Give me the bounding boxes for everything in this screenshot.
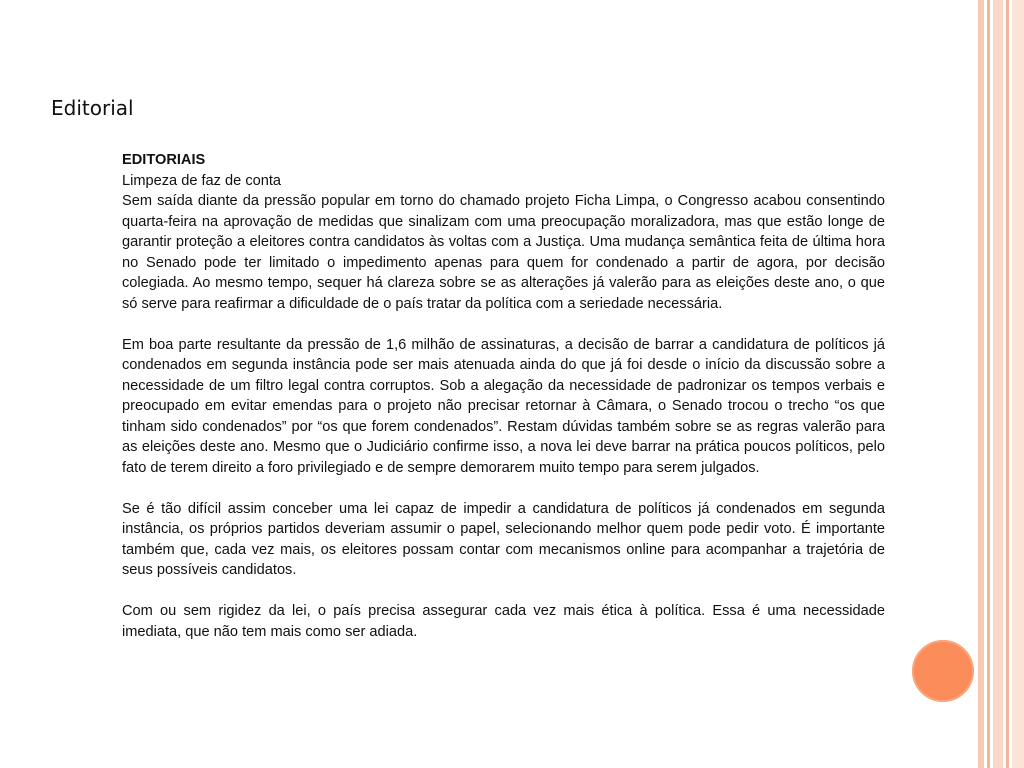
decorative-stripe [1006, 0, 1009, 768]
slide-title: Editorial [51, 96, 134, 120]
article-paragraph: Em boa parte resultante da pressão de 1,6 milhão de assinaturas, a decisão de barrar a candidatura de políticos já condenados em segunda instância pode ser mais atenuada ainda do que já foi desde o início da discussão sobre a necessidade de um filtro legal contra corruptos. Sob a alegação da necessidade de padronizar os tempos verbais e preocupado em evitar emendas para o projeto não precisar retornar à Câmara, o Senado trocou o trecho “os que tinham sido condenados” por “os que forem condenados”. Restam dúvidas também sobre se as regras valerão para as eleições deste ano. Mesmo que o Judiciário confirme isso, a nova lei deve barrar na prática poucos políticos, pelo fato de terem direito a foro privilegiado e de sempre demorarem muito tempo para serem julgados. [122, 336, 885, 476]
article-paragraph: Se é tão difícil assim conceber uma lei capaz de impedir a candidatura de políticos já condenados em segunda instância, os próprios partidos deveriam assumir o papel, selecionando melhor quem pode pedir voto. É importante também que, cada vez mais, os eleitores possam contar com mecanismos online para acompanhar a trajetória de seus possíveis candidatos. [122, 500, 885, 578]
decorative-stripe [987, 0, 990, 768]
section-heading: EDITORIAIS [122, 152, 206, 168]
decorative-circle [912, 640, 974, 702]
article-body [122, 150, 885, 663]
article-headline: Limpeza de faz de conta [122, 172, 282, 189]
decorative-stripe [993, 0, 1003, 768]
article-paragraph: Com ou sem rigidez da lei, o país precisa assegurar cada vez mais ética à política. Essa é uma necessidade imediata, que não tem mais como ser adiada. [122, 603, 885, 640]
article-paragraph: Sem saída diante da pressão popular em torno do chamado projeto Ficha Limpa, o Congresso acabou consentindo quarta-feira na aprovação de medidas que sinalizam com uma preocupação moralizadora, mas que estão longe de garantir proteção a eleitores contra candidatos às voltas com a Justiça. Uma mudança semântica feita de última hora no Senado pode ter limitado o impedimento apenas para quem for condenado a partir de agora, por decisão colegiada. Ao mesmo tempo, sequer há clareza sobre se as alterações já valerão para as eleições deste ano, o que só serve para reafirmar a dificuldade de o país tratar da política com a seriedade necessária. [122, 193, 885, 312]
decorative-stripe [978, 0, 984, 768]
decorative-stripe [1012, 0, 1024, 768]
